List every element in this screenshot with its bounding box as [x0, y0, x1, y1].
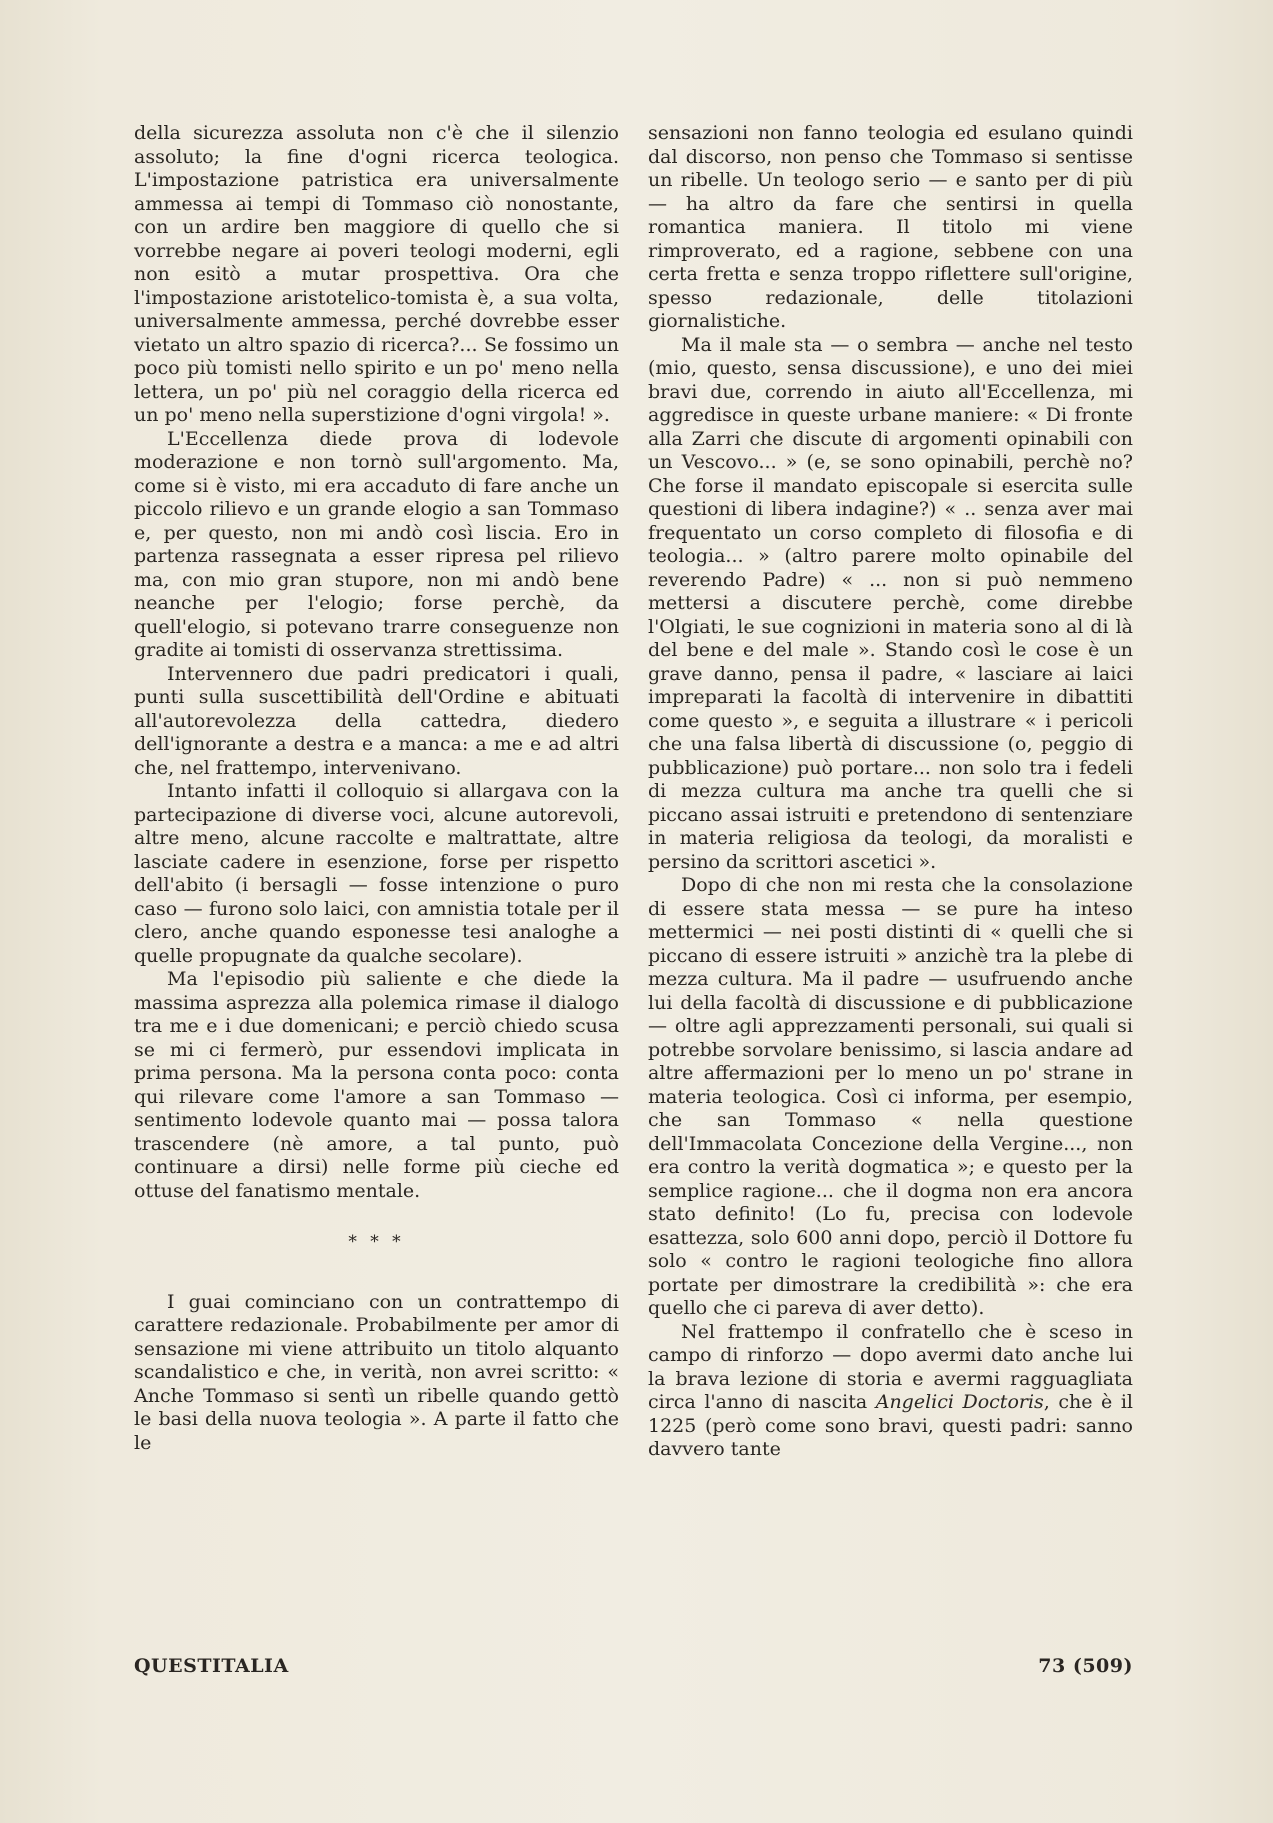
page-number: 73 (509) [1038, 1655, 1133, 1677]
paragraph: Intanto infatti il colloquio si allargava con la partecipazione di diverse voci, alcune autorevoli, altre meno, alcune raccolte e maltrattate, altre lasciate cadere in esenzione, forse per rispetto dell'abito (i bersagli — fosse intenzione o puro caso — furono solo laici, con amnistia totale per il clero, anche quando esponesse tesi analoghe a quelle propugnate da qualche secolare). [134, 780, 619, 967]
paragraph: Intervennero due padri predicatori i quali, punti sulla suscettibilità dell'Ordine e abituati all'autorevolezza della cattedra, diedero dell'ignorante a destra e a manca: a me e ad altri che, nel frattempo, intervenivano. [134, 662, 619, 779]
paragraph [648, 1321, 1133, 1462]
paragraph: sensazioni non fanno teologia ed esulano quindi dal discorso, non penso che Tommaso si sentisse un ribelle. Un teologo serio — e santo per di più — ha altro da fare che sentirsi in quella romantica maniera. Il titolo mi viene rimproverato, ed a ragione, sebbene con una certa fretta e senza troppo riflettere sull'origine, spesso redazionale, delle titolazioni giornalistiche. [648, 122, 1133, 332]
right-column [648, 122, 1133, 1462]
paragraph-text: , che è il 1225 (però come sono bravi, questi padri: sanno davvero tante [648, 1391, 1133, 1460]
paragraph: Dopo di che non mi resta che la consolazione di essere stata messa — se pure ha inteso mettermici — nei posti distinti di « quelli che si piccano di essere istruiti » anzichè tra la plebe di mezza cultura. Ma il padre — usufruendo anche lui della facoltà di discussione e di pubblicazione — oltre agli apprezzamenti personali, sui quali si potrebbe sorvolare benissimo, si lascia andare ad altre affermazioni per lo meno un po' strane in materia teologica. Così ci informa, per esempio, che san Tommaso « nella questione dell'Immacolata Concezione della Vergine..., non era contro la verità dogmatica »; e questo per la semplice ragione... che il dogma non era ancora stato definito! (Lo fu, precisa con lodevole esattezza, solo 600 anni dopo, perciò il Dottore fu solo « contro le ragioni teologiche fino allora portate per dimostrare la credibilità »: che era quello che ci pareva di aver detto). [648, 874, 1133, 1319]
journal-name: QUESTITALIA [134, 1655, 289, 1677]
italic-latin-term: Angelici Doctoris [875, 1391, 1044, 1413]
paragraph: Ma il male sta — o sembra — anche nel testo (mio, questo, sensa discussione), e uno dei miei bravi due, correndo in aiuto all'Eccellenza, mi aggredisce in queste urbane maniere: « Di fronte alla Zarri che discute di argomenti opinabili con un Vescovo... » (e, se sono opinabili, perchè no? Che forse il mandato episcopale si esercita sulle questioni di libera indagine?) « .. senza aver mai frequentato un corso completo di filosofia e di teologia... » (altro parere molto opinabile del reverendo Padre) « ... non si può nemmeno mettersi a discutere perchè, come direbbe l'Olgiati, le sue cognizioni in materia sono al di là del bene e del male ». Stando così le cose è un grave danno, pensa il padre, « lasciare ai laici impreparati la facoltà di intervenire in dibattiti come questo », e seguita a illustrare « i pericoli che una falsa libertà di discussione (o, peggio di pubblicazione) può portare... non solo tra i fedeli di mezza cultura ma anche tra quelli che si piccano assai istruiti e pretendono di sentenziare in materia religiosa da teologi, da moralisti e persino da scrittori ascetici ». [648, 333, 1133, 873]
left-column [134, 122, 619, 1455]
paragraph: I guai cominciano con un contrattempo di carattere redazionale. Probabilmente per amor di sensazione mi viene attribuito un titolo alquanto scandalistico e che, in verità, non avrei scritto: « Anche Tommaso si sentì un ribelle quando gettò le basi della nuova teologia ». A parte il fatto che le [134, 1290, 619, 1454]
paragraph: L'Eccellenza diede prova di lodevole moderazione e non tornò sull'argomento. Ma, come si è visto, mi era accaduto di fare anche un piccolo rilievo e un grande elogio a san Tommaso e, per questo, non mi andò così liscia. Ero in partenza rassegnata a esser ripresa pel rilievo ma, con mio gran stupore, non mi andò bene neanche per l'elogio; forse perchè, da quell'elogio, si potevano trarre conseguenze non gradite ai tomisti di osservanza strettissima. [134, 427, 619, 661]
paragraph: Ma l'episodio più saliente e che diede la massima asprezza alla polemica rimase il dialogo tra me e i due domenicani; e perciò chiedo scusa se mi ci fermerò, pur essendovi implicata in prima persona. Ma la persona conta poco: conta qui rilevare come l'amore a san Tommaso — sentimento lodevole quanto mai — possa talora trascendere (nè amore, a tal punto, può continuare a dirsi) nelle forme più cieche ed ottuse del fanatismo mentale. [134, 968, 619, 1202]
paragraph-text: Nel frattempo il confratello che è sceso in campo di rinforzo — dopo avermi dato anche lui la brava lezione di storia e avermi ragguagliata circa l'anno di nascita [648, 1320, 1133, 1413]
section-separator: * * * [348, 1232, 405, 1252]
paragraph: della sicurezza assoluta non c'è che il silenzio assoluto; la fine d'ogni ricerca teologica. L'impostazione patristica era universalmente ammessa ai tempi di Tommaso ciò nonostante, con un ardire ben maggiore di quello che si vorrebbe negare ai poveri teologi moderni, egli non esitò a mutar prospettiva. Ora che l'impostazione aristotelico-tomista è, a sua volta, universalmente ammessa, perché dovrebbe esser vietato un altro spazio di ricerca?... Se fossimo un poco più tomisti nello spirito e un po' meno nella lettera, un po' più nel coraggio della ricerca ed un po' meno nella superstizione d'ogni virgola! ». [134, 122, 619, 426]
